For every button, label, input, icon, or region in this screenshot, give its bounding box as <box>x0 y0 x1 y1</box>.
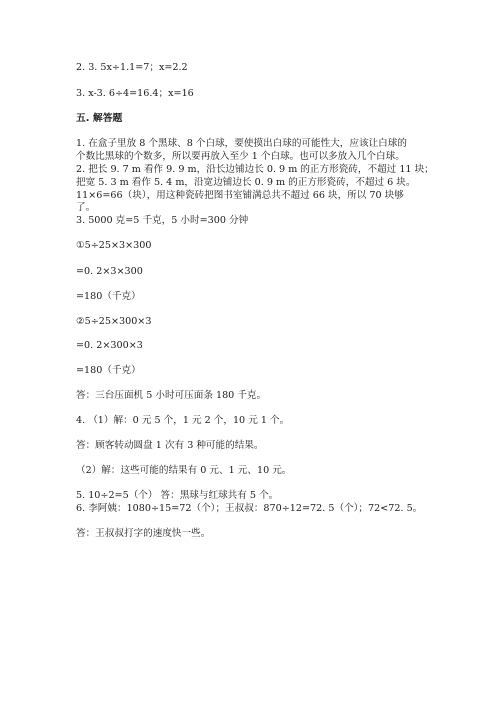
answer-line-q3: 3. x-3. 6÷4=16.4；x=16 <box>76 88 194 99</box>
q3-intro: 3. 5000 克=5 千克，5 小时=300 分钟 <box>76 215 249 226</box>
q1-line-2: 个数比黑球的个数多，所以要再放入至少 1 个白球。也可以多放入几个白球。 <box>76 151 405 162</box>
q3-method2-step1: ②5÷25×300×3 <box>76 316 152 327</box>
q3-method2-step3: =180（千克） <box>76 365 141 376</box>
q5-line: 5. 10÷2=5（个） 答：黑球与红球共有 5 个。 <box>76 490 279 501</box>
q1-line-1: 1. 在盒子里放 8 个黑球、8 个白球，要使摸出白球的可能性大，应该让白球的 <box>76 138 407 149</box>
q3-method1-step2: =0. 2×3×300 <box>76 266 143 277</box>
section-title: 五. 解答题 <box>76 113 123 124</box>
q4-part1-answer: 答：顾客转动圆盘 1 次有 3 种可能的结果。 <box>76 440 264 451</box>
answer-line-q2: 2. 3. 5x÷1.1=7；x=2.2 <box>76 62 188 73</box>
q3-method2-step2: =0. 2×300×3 <box>76 340 143 351</box>
q3-method1-step3: =180（千克） <box>76 291 141 302</box>
q2-line-2: 把宽 5. 3 m 看作 5. 4 m，沿宽边铺边长 0. 9 m 的正方形瓷砖，不超过 6 块。 <box>76 177 416 188</box>
q3-answer: 答：三台压面机 5 小时可压面条 180 千克。 <box>76 390 267 401</box>
q4-part1: 4. （1）解：0 元 5 个，1 元 2 个，10 元 1 个。 <box>76 415 290 426</box>
q2-line-3: 11×6=66（块），用这种瓷砖把图书室铺满总共不超过 66 块，所以 70 块够 <box>76 190 404 201</box>
q6-answer: 答：王叔叔打字的速度快一些。 <box>76 528 211 539</box>
q6-line: 6. 李阿姨：1080÷15=72（个）；王叔叔：870÷12=72. 5（个）；72<72. 5。 <box>76 503 423 514</box>
q2-line-1: 2. 把长 9. 7 m 看作 9. 9 m，沿长边铺边长 0. 9 m 的正方形瓷砖，不超过 11 块； <box>76 164 434 175</box>
q3-method1-step1: ①5÷25×3×300 <box>76 240 152 251</box>
q4-part2: （2）解：这些可能的结果有 0 元、1 元、10 元。 <box>76 465 292 476</box>
q2-line-4: 了。 <box>76 202 96 213</box>
